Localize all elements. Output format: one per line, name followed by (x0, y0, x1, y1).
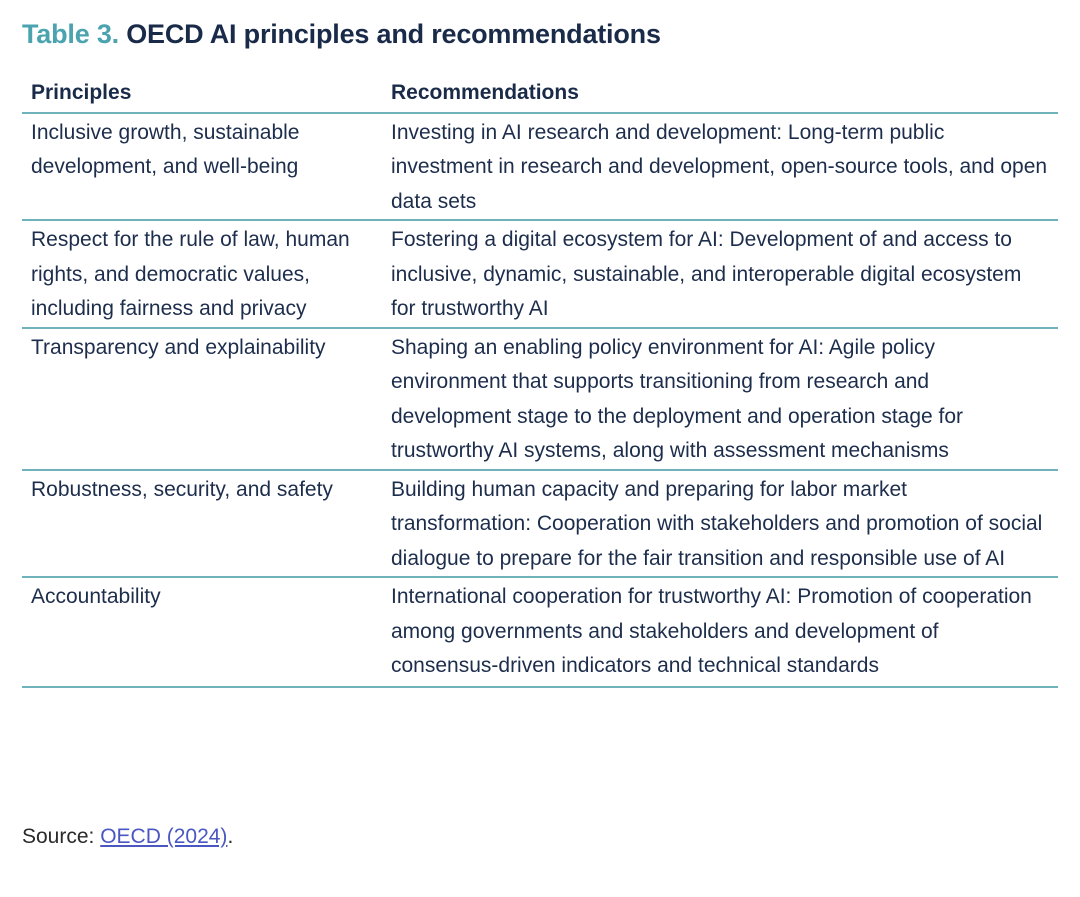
table-row (22, 577, 1058, 687)
table-row (22, 470, 1058, 578)
recommendation-cell: Investing in AI research and development: Long-term public investment in research and development, open-source tools, and open data sets (382, 113, 1058, 221)
source-note (22, 820, 233, 854)
principle-cell: Inclusive growth, sustainable development, and well-being (22, 113, 382, 221)
table-title (22, 14, 661, 54)
table-row (22, 328, 1058, 470)
table-row (22, 220, 1058, 328)
column-header-recommendations: Recommendations (382, 72, 1058, 113)
source-suffix: . (227, 825, 234, 848)
table-header-row (22, 72, 1058, 113)
recommendation-cell: International cooperation for trustworthy AI: Promotion of cooperation among governments and stakeholders and development of consensus-driven indicators and technical standards (382, 577, 1058, 687)
source-prefix: Source: (22, 825, 101, 848)
principle-cell: Transparency and explainability (22, 328, 382, 470)
table-row (22, 113, 1058, 221)
recommendation-cell: Building human capacity and preparing for labor market transformation: Cooperation with stakeholders and promotion of social dialogue to prepare for the fair transition and responsible use of AI (382, 470, 1058, 578)
principle-cell: Accountability (22, 577, 382, 687)
recommendation-cell: Fostering a digital ecosystem for AI: Development of and access to inclusive, dynamic, sustainable, and interoperable digital ecosystem for trustworthy AI (382, 220, 1058, 328)
recommendation-cell: Shaping an enabling policy environment for AI: Agile policy environment that supports transitioning from research and development stage to the deployment and operation stage for trustworthy AI systems, along with assessment mechanisms (382, 328, 1058, 470)
source-link[interactable]: OECD (2024) (100, 825, 228, 848)
principle-cell: Robustness, security, and safety (22, 470, 382, 578)
table-number-label: Table 3. (22, 19, 119, 49)
column-header-principles: Principles (22, 72, 382, 113)
principle-cell: Respect for the rule of law, human rights, and democratic values, including fairness and privacy (22, 220, 382, 328)
principles-table (22, 72, 1058, 688)
table-title-text: OECD AI principles and recommendations (126, 19, 661, 49)
